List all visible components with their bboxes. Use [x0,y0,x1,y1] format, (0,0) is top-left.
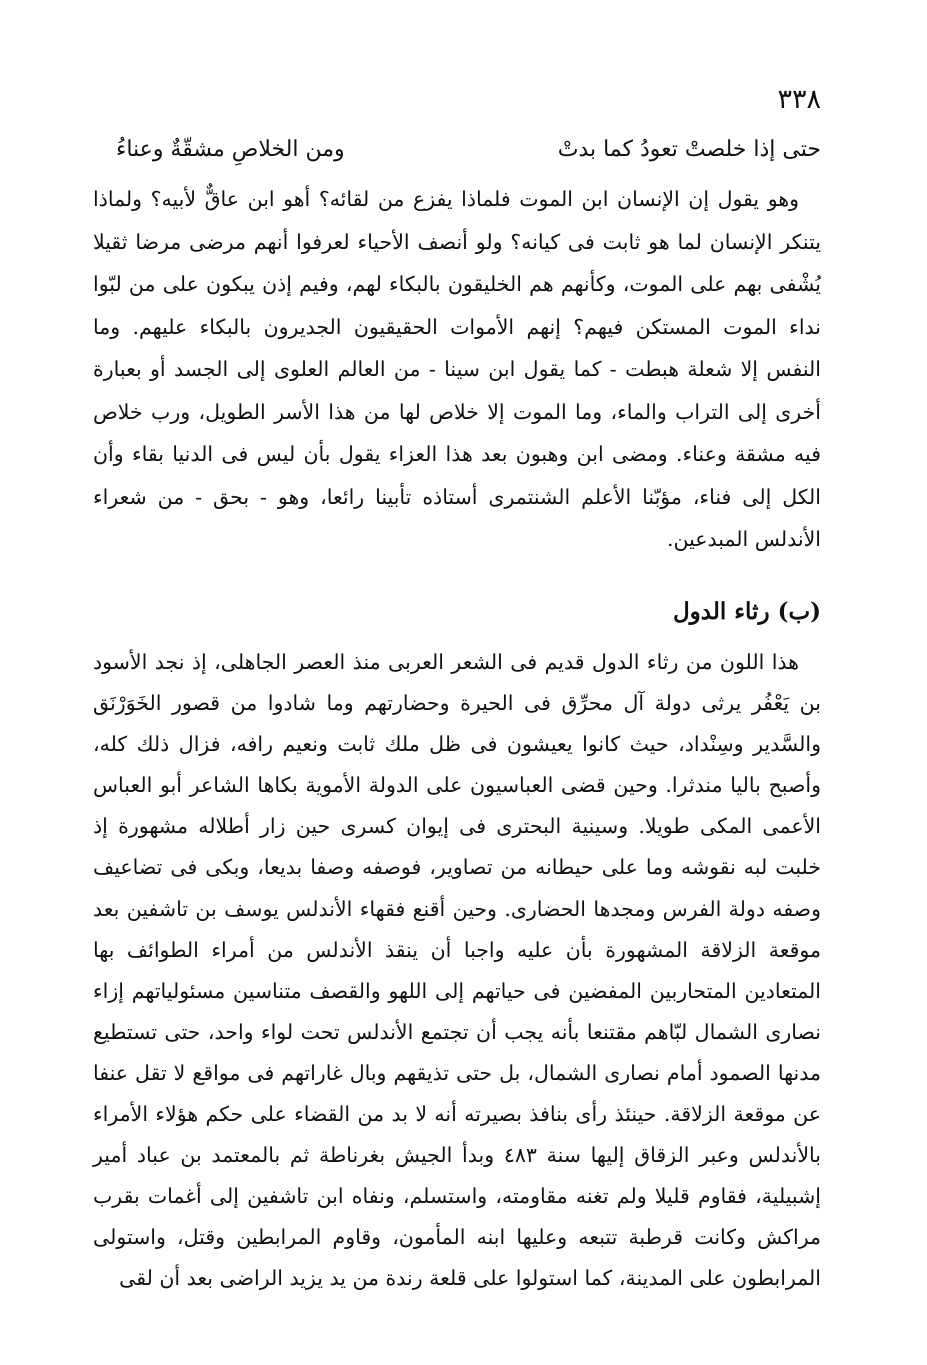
paragraph-text: هذا اللون من رثاء الدول قديم فى الشعر العربى منذ العصر الجاهلى، إذ نجد الأسود بن يَعْفُر يرثى دولة آل محرِّق فى الحيرة وحضارتهم وما شادوا من قصور الخَوَرْنَق والسَّدير وسِنْداد، حيث كانوا يعيشون فى ظل ملك ثابت ونعيم رافه، فزال ذلك كله، وأصبح باليا مندثرا. وحين قضى العباسيون على الدولة الأموية بكاها الشاعر أبو العباس الأعمى المكى طويلا. وسينية البحترى فى إيوان كسرى حين زار أطلاله مشهورة إذ خلبت لبه نقوشه وما على حيطانه من تصاوير، فوصفه وصفا بديعا، وبكى فى تضاعيف وصفه دولة الفرس ومجدها الحضارى. وحين أقنع فقهاء الأندلس يوسف بن تاشفين بعد موقعة الزلاقة المشهورة بأن عليه واجبا أن ينقذ الأندلس من أمراء الطوائف بها المتعادين المتحاربين المفضين فى حياتهم إلى اللهو والقصف متناسين مسئولياتهم إزاء نصارى الشمال لبّاهم مقتنعا بأنه يجب أن تجتمع الأندلس تحت لواء واحد، حتى تستطيع مدنها الصمود أمام نصارى الشمال، بل حتى تذيقهم وبال غاراتهم فى مواقع لا تقل عنفا عن موقعة الزلاقة. حينئذ رأى بنافذ بصيرته أنه لا بد من القضاء على حكم هؤلاء الأمراء بالأندلس وعبر الزقاق إليها سنة ٤٨٣ وبدأ الجيش بغرناطة ثم بالمعتمد بن عباد أمير إشبيلية، فقاوم قليلا ولم تغنه مقاومته، واستسلم، ونفاه ابن تاشفين إلى أغمات بقرب مراكش وكانت قرطبة تتبعه وعليها ابنه المأمون، وقاوم المرابطين وقتل، واستولى المرابطون على المدينة، كما استولوا على قلعة رندة من يد يزيد الراضى بعد أن لقى [93,650,821,1291]
paragraph-text: وهو يقول إن الإنسان ابن الموت فلماذا يفزع من لقائه؟ أهو ابن عاقٌّ لأبيه؟ ولماذا يتنكر الإنسان لما هو ثابت فى كيانه؟ ولو أنصف الأحياء لعرفوا أنهم مرضى مرضا ثقيلا يُشْفى بهم على الموت، وكأنهم هم الخليقون بالبكاء لهم، وفيم إذن يبكون على من لبّوا نداء الموت المستكن فيهم؟ إنهم الأموات الحقيقيون الجديرون بالبكاء عليهم. وما النفس إلا شعلة هبطت - كما يقول ابن سينا - من العالم العلوى إلى الجسد أو بعبارة أخرى إلى التراب والماء، وما الموت إلا خلاص لها من هذا الأسر الطويل، ورب خلاص فيه مشقة وعناء. ومضى ابن وهبون بعد هذا العزاء يقول بأن ليس فى الدنيا بقاء وأن الكل إلى فناء، مؤبّنا الأعلم الشنتمرى أستاذه تأبينا رائعا، وهو - بحق - من شعراء الأندلس المبدعين. [93,187,821,551]
verse-first-hemistich: حتى إذا خلصتْ تعودُ كما بدتْ [557,137,821,162]
verse-second-hemistich: ومن الخلاصِ مشقّةٌ وعناءُ [116,137,345,162]
page-number: ٣٣٨ [777,84,821,115]
paragraph-elegy-commentary [93,178,821,561]
poem-verse [116,128,821,172]
section-heading: (ب) رثاء الدول [672,598,821,625]
paragraph-states-elegy [93,642,821,1300]
